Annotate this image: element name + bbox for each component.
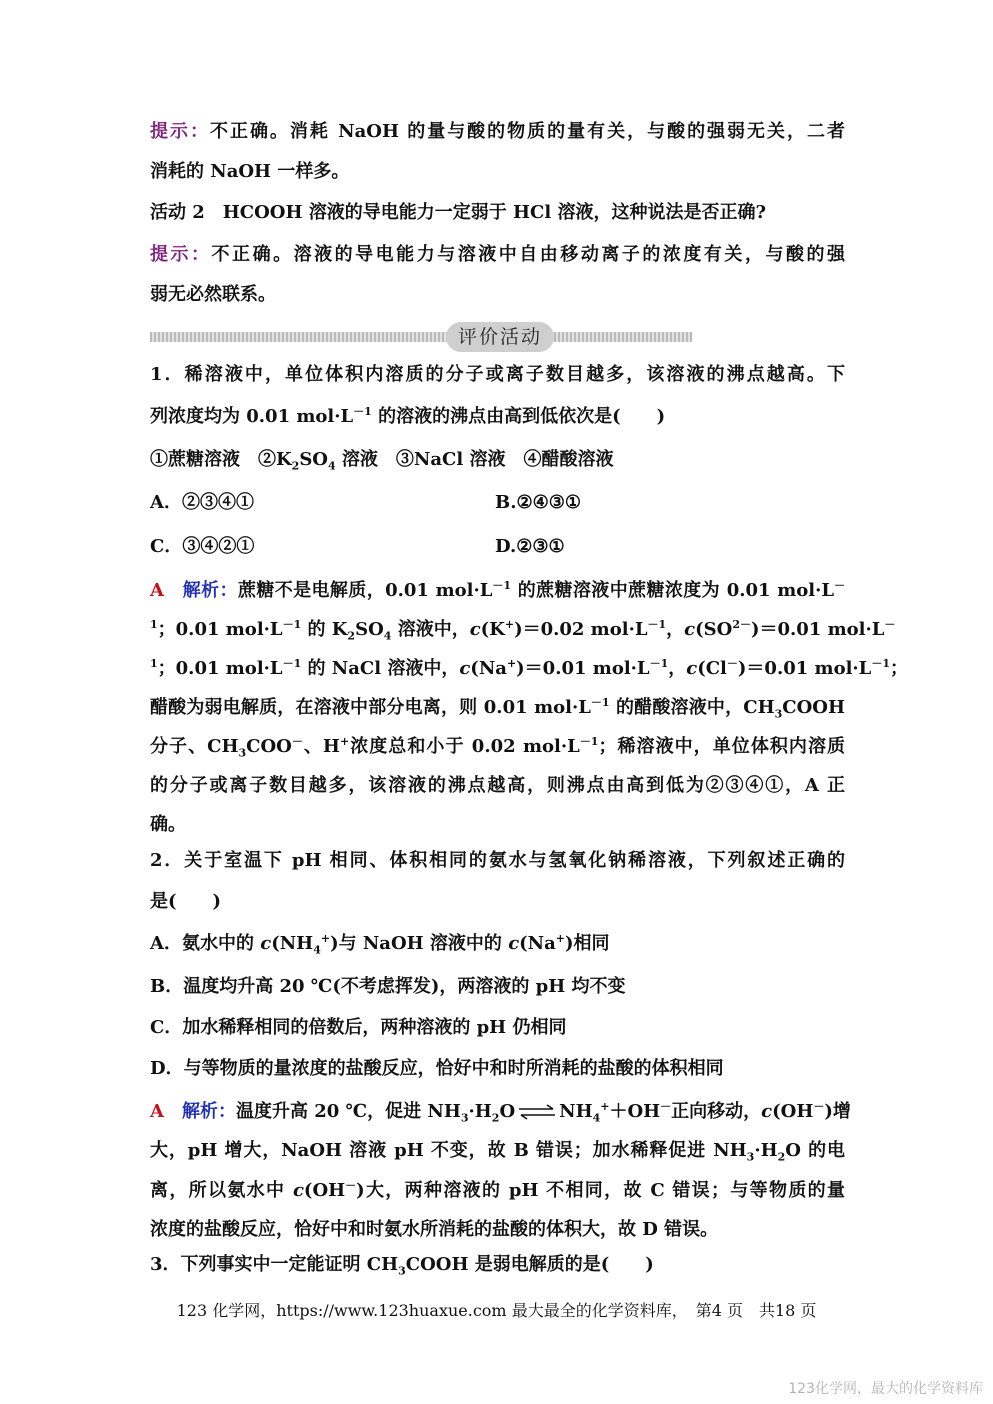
q3-stem: 3．下列事实中一定能证明 $CH_3COOH$ 是弱电解质的是( ): [150, 1254, 654, 1278]
q2-stem-line2: 是( ): [150, 891, 222, 912]
banner-bar: [150, 332, 692, 342]
a1-line4: 醋酸为弱电解质，在溶液中部分电离，则 0.01 $mol\cdot L^{-1}$ 的醋酸溶液中，$CH_3COOH$: [150, 696, 845, 721]
q1-stem-line1: 1．稀溶液中，单位体积内溶质的分子或离子数目越多，该溶液的沸点越高。下: [150, 364, 845, 385]
a2-line4: 浓度的盐酸反应，恰好中和时氨水所消耗的盐酸的体积大，故 D 错误。: [150, 1219, 719, 1240]
hint2-line2: 弱无必然联系。: [150, 284, 276, 305]
answer-letter: A: [150, 1101, 164, 1122]
a1-line7: 确。: [150, 814, 186, 835]
a2-line2: 大，pH 增大，NaOH 溶液 pH 不变，故 B 错误；加水稀释促进 $NH_3\cdot H_2O$ 的电: [150, 1140, 845, 1164]
analysis-label: 解析：: [181, 1101, 236, 1122]
activity2-question: 活动 2 HCOOH 溶液的导电能力一定弱于 HCl 溶液，这种说法是否正确?: [150, 202, 767, 223]
hint2-line1: 提示：不正确。溶液的导电能力与溶液中自由移动离子的浓度有关，与酸的强: [150, 244, 845, 265]
q1-option-c: C．③④②①: [150, 536, 255, 557]
equilibrium-arrow-icon: [517, 1104, 557, 1120]
q1-stem-line2: 列浓度均为 0.01 $mol\cdot L^{-1}$ 的溶液的沸点由高到低依次是( ): [150, 405, 666, 427]
page-footer: 123 化学网，https://www.123huaxue.com 最大最全的化学资料库， 第4 页 共18 页: [176, 1301, 817, 1320]
answer-letter: A: [150, 580, 164, 601]
hint-label: 提示：: [150, 244, 212, 265]
q1-option-b: B.②④③①: [495, 492, 582, 513]
q1-items: ①蔗糖溶液 $②K_2SO_4$ 溶液 ③NaCl 溶液 ④醋酸溶液: [150, 449, 614, 473]
a1-line6: 的分子或离子数目越多，该溶液的沸点越高，则沸点由高到低为②③④①，A 正: [150, 775, 845, 796]
section-title: 评价活动: [446, 322, 554, 352]
a1-line2: $^1$；0.01 $mol\cdot L^{-1}$ 的 $K_2SO_4$ 溶液中，c(K+)＝0.02 $mol\cdot L^{-1}$，$c(SO^{2-})=0.01$ mol·L－: [150, 618, 896, 643]
q2-option-d: D．与等物质的量浓度的盐酸反应，恰好中和时所消耗的盐酸的体积相同: [150, 1058, 724, 1079]
a1-line5: 分子、$CH_3COO^-$、H+浓度总和小于 0.02 $mol\cdot L^{-1}$；稀溶液中，单位体积内溶质: [150, 735, 846, 760]
a1-line1: A 解析：蔗糖不是电解质，0.01 $mol\cdot L^{-1}$ 的蔗糖溶液中蔗糖浓度为 0.01 mol·L－: [150, 579, 846, 601]
a1-line3: $^1$；0.01 $mol\cdot L^{-1}$ 的 NaCl 溶液中，c(Na+)＝0.01 $mol\cdot L^{-1}$，c(Cl－)＝0.01 $mol\cdot L^{-1}$；: [150, 657, 908, 679]
hint1-line2: 消耗的 NaOH 一样多。: [150, 161, 350, 182]
hint-label: 提示：: [150, 121, 210, 142]
q1-options-row1: [150, 491, 845, 515]
analysis-label: 解析：: [182, 580, 238, 601]
hint1-line1: 提示：不正确。消耗 NaOH 的量与酸的物质的量有关，与酸的强弱无关，二者: [150, 121, 845, 142]
q2-option-b: B．温度均升高 20 ℃(不考虑挥发)，两溶液的 pH 均不变: [150, 976, 626, 997]
q1-option-a: A．②③④①: [150, 492, 254, 513]
a2-line1: A 解析：温度升高 20 ℃，促进 $NH_3\cdot H_2O$ $NH_4^++OH^-$正向移动，c(OH－)增: [150, 1100, 851, 1125]
q2-stem-line1: 2．关于室温下 pH 相同、体积相同的氨水与氢氧化钠稀溶液，下列叙述正确的: [150, 850, 845, 871]
watermark: 123化学网，最大的化学资料库: [788, 1381, 983, 1397]
a2-line3: 离，所以氨水中 c(OH－)大，两种溶液的 pH 不相同，故 C 错误；与等物质的量: [150, 1179, 845, 1201]
section-banner: [150, 322, 692, 352]
q2-option-c: C．加水稀释相同的倍数后，两种溶液的 pH 仍相同: [150, 1017, 567, 1038]
q1-option-d: D.②③①: [495, 536, 565, 557]
q1-options-row2: [150, 535, 845, 559]
q2-option-a: A．氨水中的 $c(NH_4^+)$与 NaOH 溶液中的 c(Na+)相同: [150, 932, 610, 957]
